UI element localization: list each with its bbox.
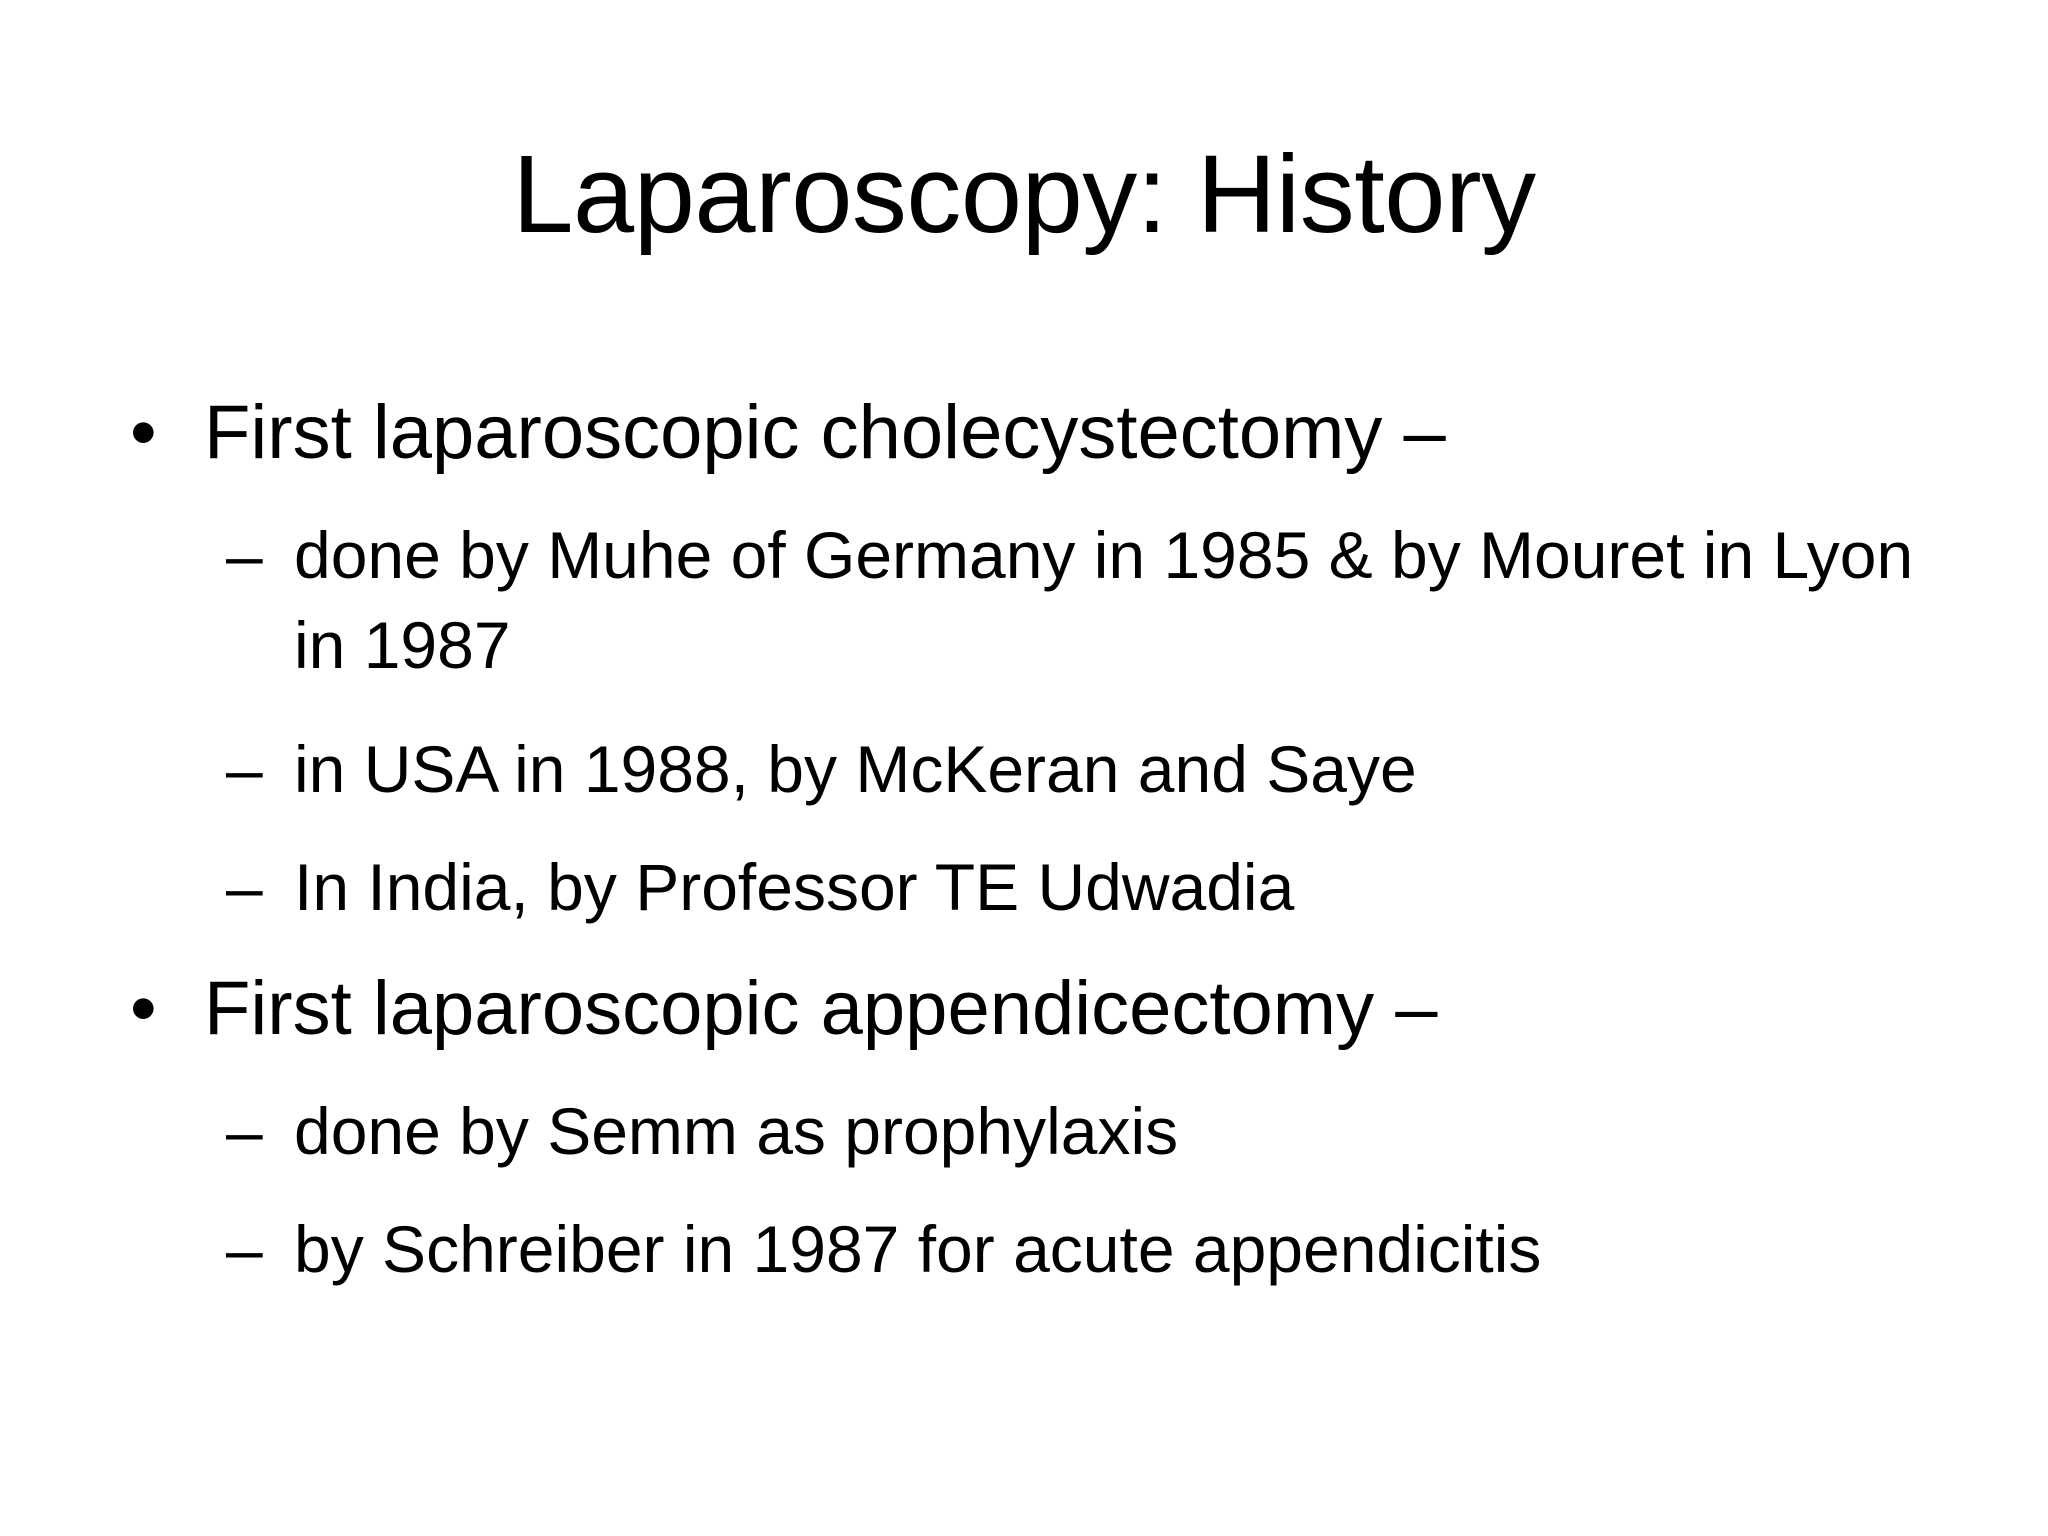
sub-bullet-text: done by Muhe of Germany in 1985 & by Mouret in Lyon in 1987 bbox=[294, 518, 1914, 682]
sub-bullet-marker: – bbox=[226, 850, 263, 924]
sub-bullet-text: In India, by Professor TE Udwadia bbox=[294, 850, 1295, 924]
sub-bullet-marker: – bbox=[226, 1212, 263, 1286]
sub-bullet-text: in USA in 1988, by McKeran and Saye bbox=[294, 732, 1417, 806]
bullet-text: First laparoscopic appendicectomy – bbox=[204, 966, 1438, 1051]
bullet-marker: • bbox=[130, 390, 157, 475]
sub-bullet-text: done by Semm as prophylaxis bbox=[294, 1094, 1179, 1168]
bullet-marker: • bbox=[130, 966, 157, 1051]
sub-bullet-marker: – bbox=[226, 732, 263, 806]
sub-bullet-marker: – bbox=[226, 1094, 263, 1168]
bullet-text: First laparoscopic cholecystectomy – bbox=[204, 390, 1446, 475]
slide-title: Laparoscopy: History bbox=[512, 133, 1536, 256]
sub-bullet-text: by Schreiber in 1987 for acute appendicitis bbox=[294, 1212, 1542, 1286]
sub-bullet-marker: – bbox=[226, 518, 263, 592]
